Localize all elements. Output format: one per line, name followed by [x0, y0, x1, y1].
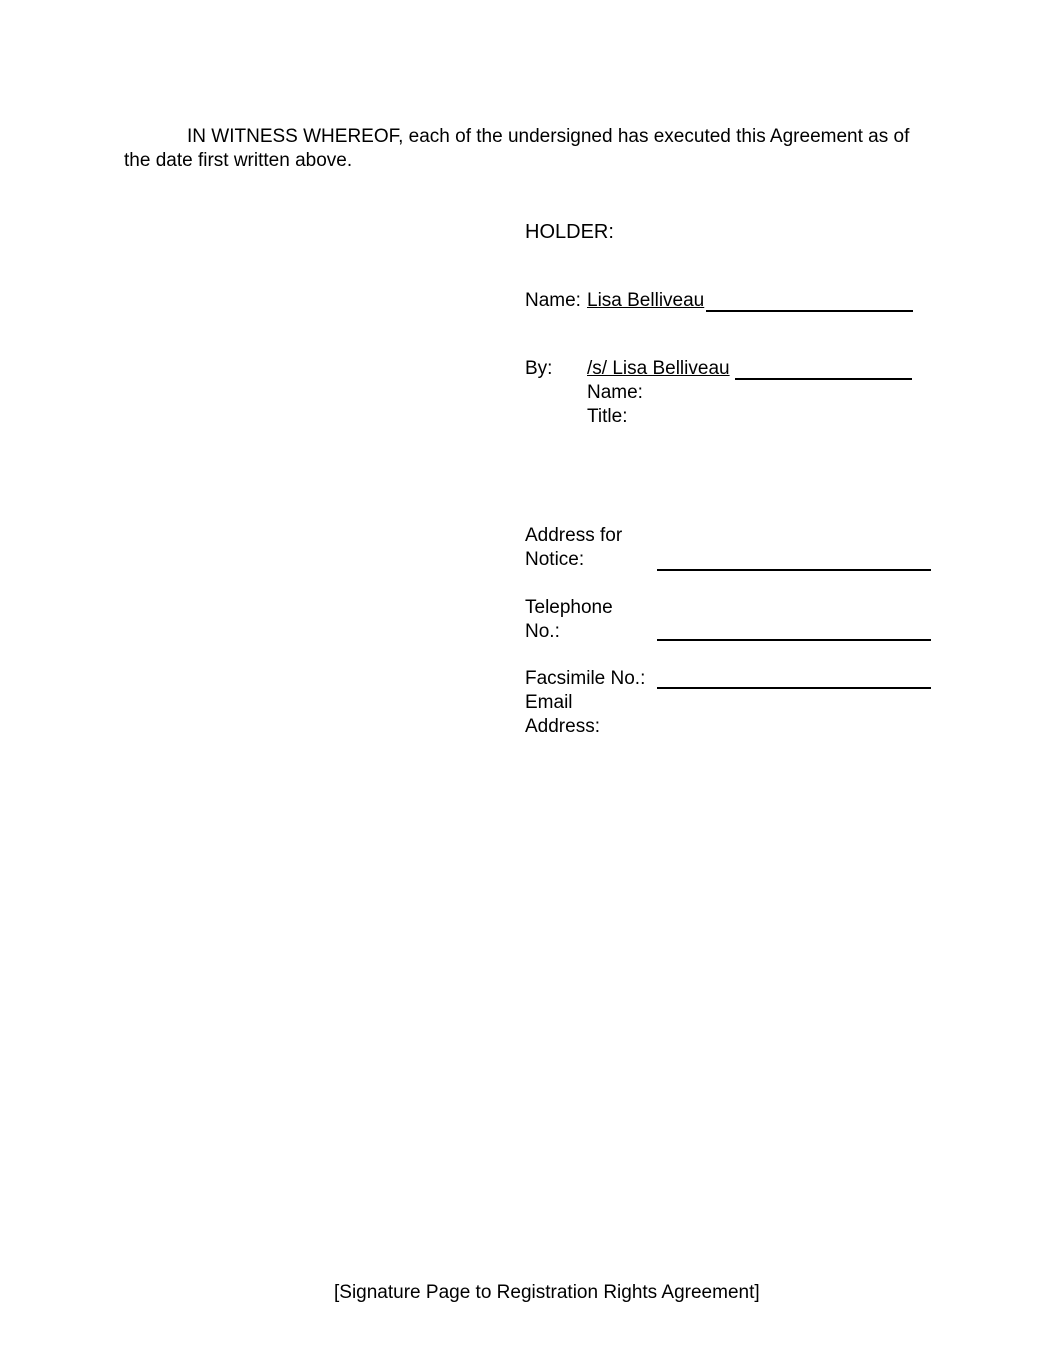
witness-line-2: the date first written above.: [124, 150, 353, 171]
name-value: Lisa Belliveau: [587, 290, 705, 311]
by-name-label: Name:: [587, 382, 643, 403]
facsimile-field-line: [657, 687, 931, 689]
email-label-line-1: Email: [525, 692, 573, 713]
by-signature-line: [735, 378, 912, 380]
telephone-label-line-1: Telephone: [525, 597, 613, 618]
holder-heading: HOLDER:: [525, 221, 614, 243]
witness-line-1: IN WITNESS WHEREOF, each of the undersigned has executed this Agreement as of: [187, 126, 910, 147]
email-label-line-2: Address:: [525, 716, 600, 737]
address-label-line-2: Notice:: [525, 549, 585, 570]
address-label-line-1: Address for: [525, 525, 623, 546]
by-title-label: Title:: [587, 406, 628, 427]
name-label: Name:: [525, 290, 581, 311]
facsimile-label: Facsimile No.:: [525, 668, 646, 689]
footer-caption: [Signature Page to Registration Rights Agreement]: [334, 1282, 760, 1303]
by-label: By:: [525, 358, 553, 379]
by-signature-value: /s/ Lisa Belliveau: [587, 358, 730, 379]
address-field-line: [657, 569, 931, 571]
telephone-field-line: [657, 639, 931, 641]
name-signature-line: [706, 310, 913, 312]
telephone-label-line-2: No.:: [525, 621, 560, 642]
